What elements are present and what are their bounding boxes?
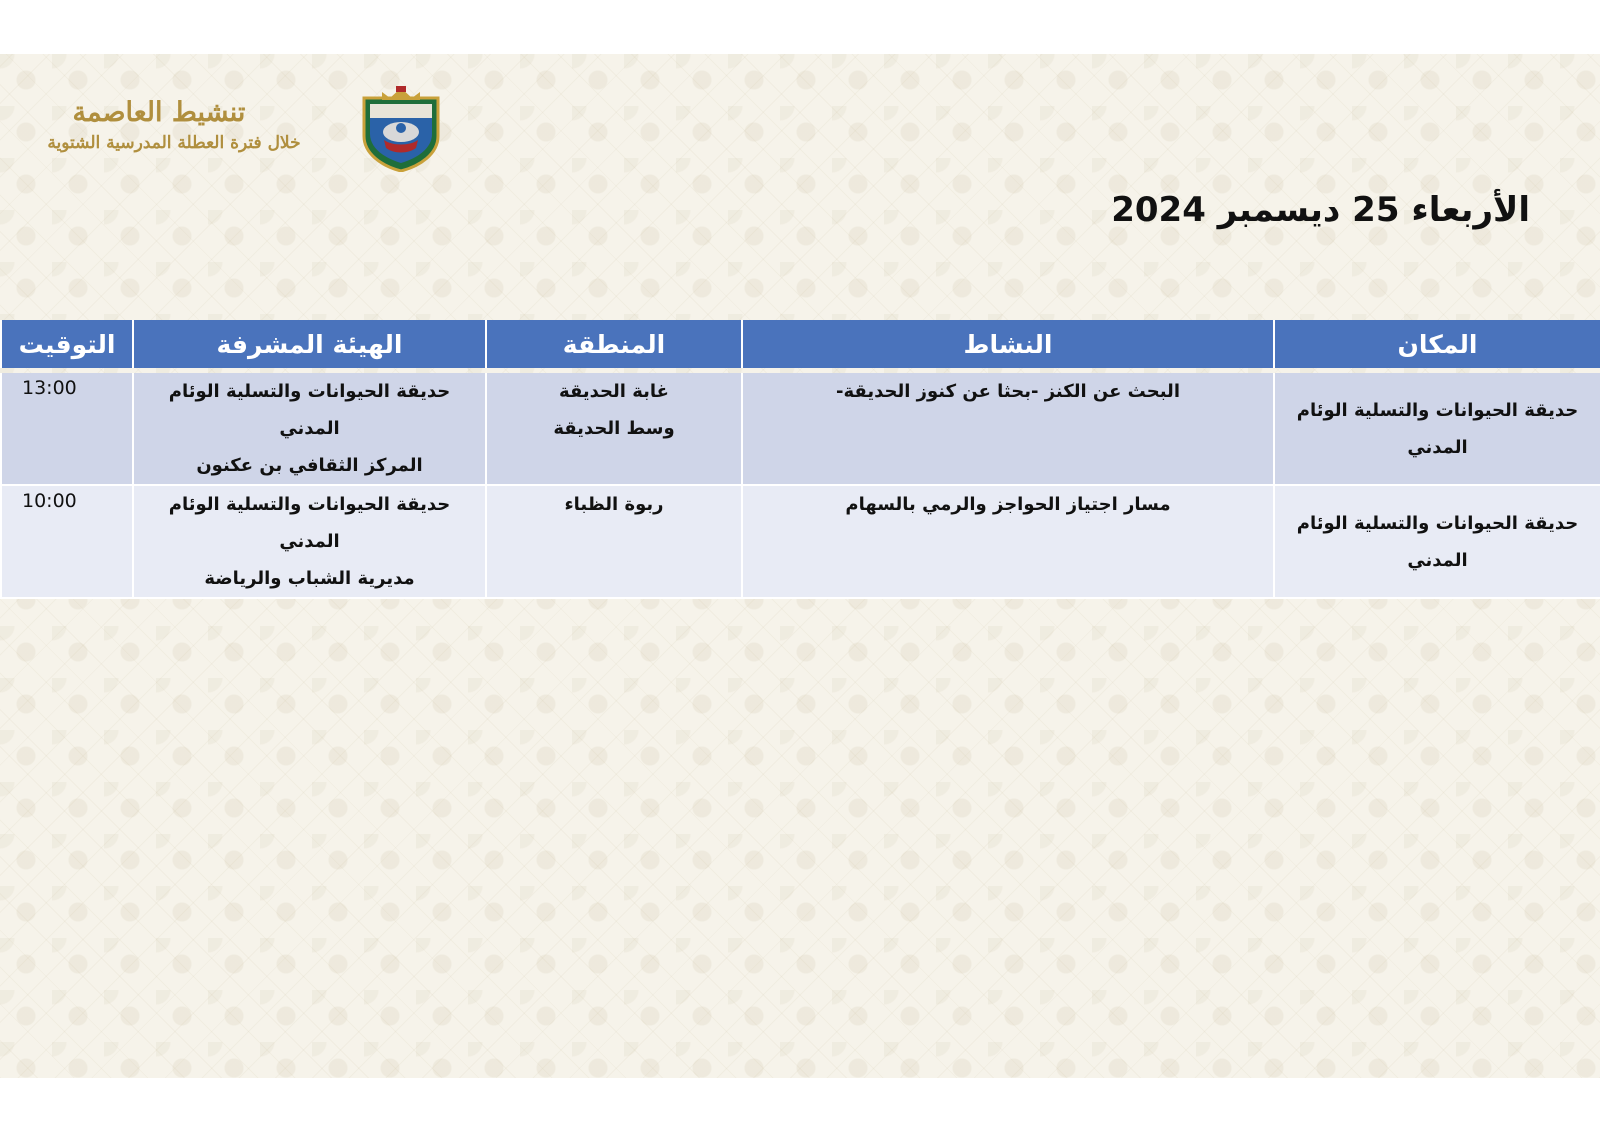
cell-time: 13:00 <box>1 373 133 485</box>
cell-place: حديقة الحيوانات والتسلية الوئام المدني <box>1274 485 1600 598</box>
table-header-row <box>1 320 1600 368</box>
brand-title: تنشيط العاصمة <box>72 97 246 128</box>
brand-subtitle: خلال فترة العطلة المدرسية الشتوية <box>47 133 301 153</box>
cell-activity: البحث عن الكنز -بحثا عن كنوز الحديقة- <box>742 373 1274 485</box>
column-header-area: المنطقة <box>486 320 742 368</box>
cell-organizer: حديقة الحيوانات والتسلية الوئام المدني المركز الثقافي بن عكنون <box>133 373 486 485</box>
column-header-time: التوقيت <box>1 320 133 368</box>
column-header-organizer: الهيئة المشرفة <box>133 320 486 368</box>
table-row <box>1 485 1600 598</box>
column-header-place: المكان <box>1274 320 1600 368</box>
cell-activity: مسار اجتياز الحواجز والرمي بالسهام <box>742 485 1274 598</box>
cell-area: ربوة الظباء <box>486 485 742 598</box>
event-date: الأربعاء 25 ديسمبر 2024 <box>1111 190 1530 230</box>
cell-time: 10:00 <box>1 485 133 598</box>
slide-background <box>0 54 1600 1078</box>
cell-place: حديقة الحيوانات والتسلية الوئام المدني <box>1274 373 1600 485</box>
table-row <box>1 373 1600 485</box>
cell-area: غابة الحديقة وسط الحديقة <box>486 373 742 485</box>
column-header-activity: النشاط <box>742 320 1274 368</box>
coat-of-arms-icon <box>360 84 442 172</box>
cell-organizer: حديقة الحيوانات والتسلية الوئام المدني مديرية الشباب والرياضة <box>133 485 486 598</box>
program-table <box>0 320 1600 599</box>
brand-block <box>14 96 334 156</box>
